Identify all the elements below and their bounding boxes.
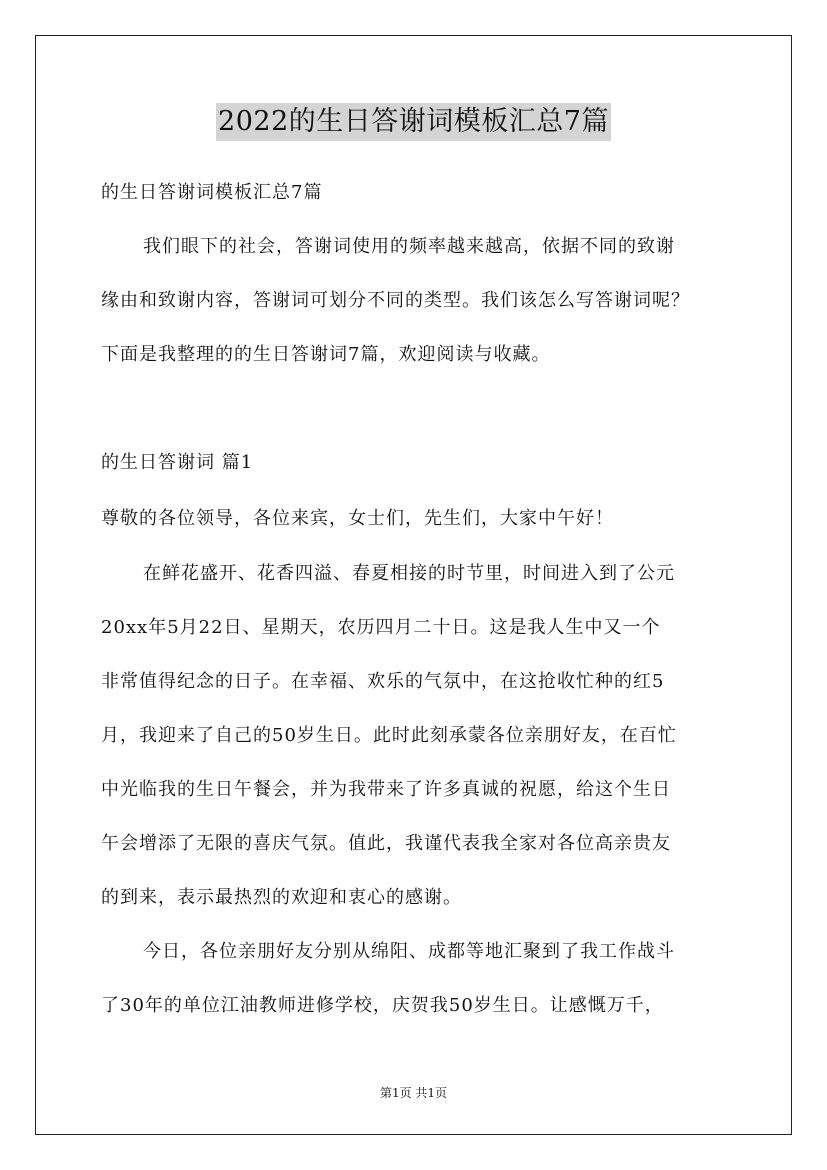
intro-line: 下面是我整理的的生日答谢词7篇，欢迎阅读与收藏。 bbox=[101, 344, 551, 365]
subtitle: 的生日答谢词模板汇总7篇 bbox=[101, 182, 323, 203]
paragraph-line: 午会增添了无限的喜庆气氛。值此，我谨代表我全家对各位高亲贵友 bbox=[101, 833, 671, 854]
document-title: 2022的生日答谢词模板汇总7篇 bbox=[216, 103, 611, 141]
section-heading: 的生日答谢词 篇1 bbox=[101, 452, 254, 473]
paragraph-line: 月，我迎来了自己的50岁生日。此时此刻承蒙各位亲朋好友，在百忙 bbox=[101, 725, 677, 746]
paragraph-line: 了30年的单位江油教师进修学校，庆贺我50岁生日。让感慨万千， bbox=[101, 995, 664, 1016]
paragraph-line: 在鲜花盛开、花香四溢、春夏相接的时节里，时间进入到了公元 bbox=[143, 563, 675, 584]
paragraph-line: 20xx年5月22日、星期天，农历四月二十日。这是我人生中又一个 bbox=[101, 617, 661, 638]
page-footer: 第1页 共1页 bbox=[379, 1086, 448, 1100]
paragraph-line: 非常值得纪念的日子。在幸福、欢乐的气氛中，在这抢收忙种的红5 bbox=[101, 671, 665, 692]
paragraph-line: 的到来，表示最热烈的欢迎和衷心的感谢。 bbox=[101, 887, 462, 908]
paragraph-line: 今日，各位亲朋好友分别从绵阳、成都等地汇聚到了我工作战斗 bbox=[143, 941, 675, 962]
title-container bbox=[0, 103, 827, 141]
intro-line: 缘由和致谢内容，答谢词可划分不同的类型。我们该怎么写答谢词呢？ bbox=[101, 290, 690, 311]
intro-line: 我们眼下的社会，答谢词使用的频率越来越高，依据不同的致谢 bbox=[143, 236, 675, 257]
greeting-line: 尊敬的各位领导，各位来宾，女士们，先生们，大家中午好！ bbox=[101, 508, 614, 529]
paragraph-line: 中光临我的生日午餐会，并为我带来了许多真诚的祝愿，给这个生日 bbox=[101, 779, 671, 800]
